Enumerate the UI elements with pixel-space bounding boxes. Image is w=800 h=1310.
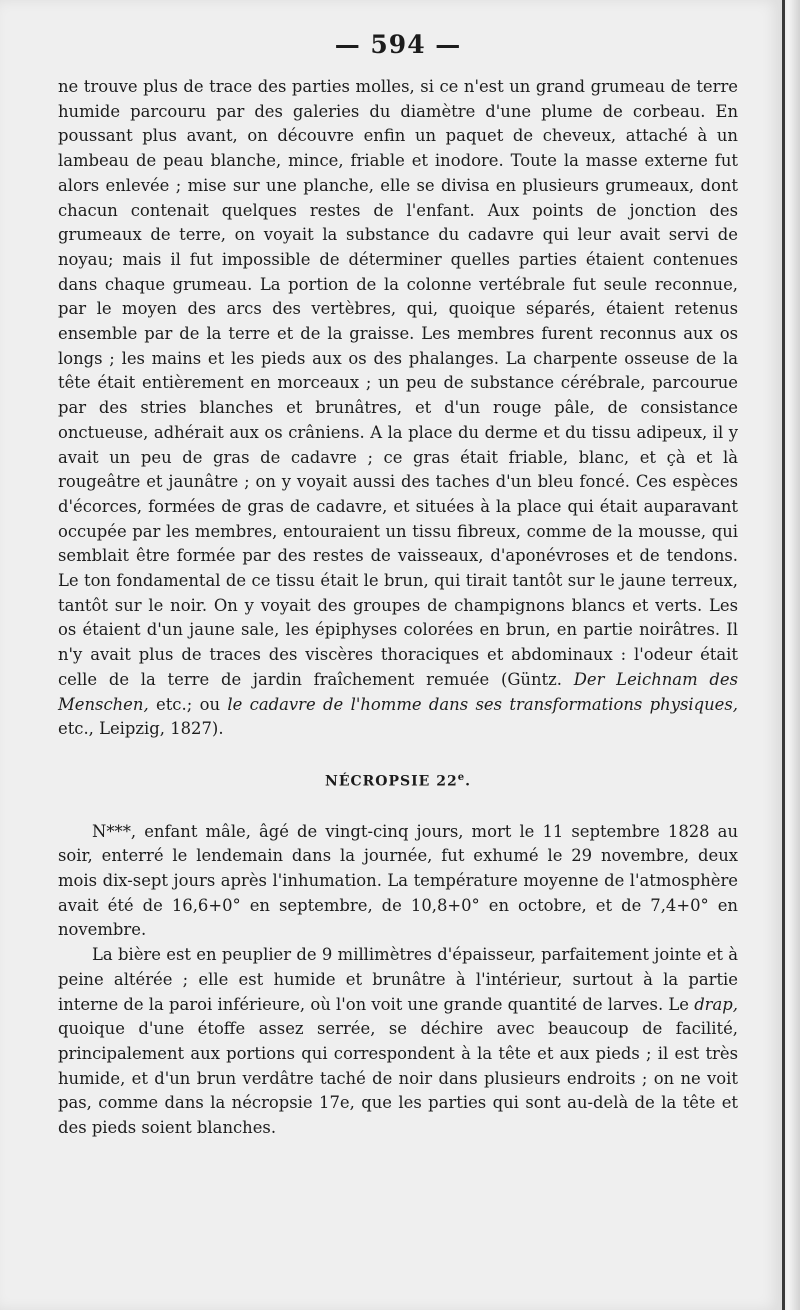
section-continued (58, 75, 738, 742)
paragraph-continued (58, 75, 738, 742)
paragraph-intro: N***, enfant mâle, âgé de vingt-cinq jours, mort le 11 septembre 1828 au soir, enterré le lendemain dans la journée, fut exhumé le 29 novembre, deux mois dix-sept jours après l'inhumation. La température moyenne de l'atmosphère avait été de 16,6+0° en septembre, de 10,8+0° en octobre, et de 7,4+0° en novembre. (58, 821, 738, 940)
citation-mid: etc.; ou (148, 694, 228, 714)
heading-dot: . (465, 773, 471, 790)
section-heading (58, 772, 738, 790)
page-edge (780, 0, 800, 1310)
page-number: — 594 — (334, 30, 462, 59)
citation-title-french: le cadavre de l'homme dans ses transformations physiques, (227, 694, 738, 714)
paragraph-text: ne trouve plus de trace des parties molles, si ce n'est un grand grumeau de terre humide parcouru par des galeries du diamètre d'une plume de corbeau. En poussant plus avant, on découvre enfin un paquet de cheveux, attaché à un lambeau de peau blanche, mince, friable et inodore. Toute la masse externe fut alors enlevée ; mise sur une planche, elle se divisa en plusieurs grumeaux, dont chacun contenait quelques restes de l'enfant. Aux points de jonction des grumeaux de terre, on voyait la substance du cadavre qui leur avait servi de noyau; mais il fut impossible de déterminer quelles parties étaient contenues dans chaque grumeau. La portion de la colonne vertébrale fut seule reconnue, par le moyen des arcs des vertèbres, qui, quoique séparés, étaient retenus ensemble par de la terre et de la graisse. Les membres furent reconnus aux os longs ; les mains et les pieds aux os des phalanges. La charpente osseuse de la tête était entièrement en morceaux ; un peu de substance cérébrale, parcourue par des stries blanches et brunâtres, et d'un rouge pâle, de consistance onctueuse, adhérait aux os crâniens. A la place du derme et du tissu adipeux, il y avait un peu de gras de cadavre ; ce gras était friable, blanc, et çà et là rougeâtre et jaunâtre ; on y voyait aussi des taches d'un bleu foncé. Ces espèces d'écorces, formées de gras de cadavre, et situées à la place qui était auparavant occupée par les membres, entouraient un tissu fibreux, comme de la mousse, qui semblait être formée par des restes de vaisseaux, d'aponévroses et de tendons. Le ton fondamental de ce tissu était le brun, qui tirait tantôt sur le jaune terreux, tantôt sur le noir. On y voyait des groupes de champignons blancs et verts. Les os étaient d'un jaune sale, les épiphyses colorées en brun, en partie noirâtres. Il n'y avait plus de traces des viscères thoraciques et abdominaux : l'odeur était celle de la terre de jardin fraîchement remuée (Güntz. (58, 77, 738, 689)
paragraph-biere (58, 943, 738, 1141)
paragraph-text: La bière est en peuplier de 9 millimètres d'épaisseur, parfaitement jointe et à peine altérée ; elle est humide et brunâtre à l'intérieur, surtout à la partie interne de la paroi inférieure, où l'on voit une grande quantité de larves. Le (58, 945, 738, 1014)
heading-label: NÉCROPSIE 22 (325, 773, 458, 790)
paragraph-text: quoique d'une étoffe assez serrée, se déchire avec beaucoup de facilité, principalement aux portions qui correspondent à la tête et aux pieds ; il est très humide, et d'un brun verdâtre taché de noir dans plusieurs endroits ; on ne voit pas, comme dans la nécropsie 17e, que les parties qui sont au-delà de la tête et des pieds soient blanches. (58, 1019, 738, 1138)
italic-word: drap, (694, 994, 738, 1014)
citation-end: etc., Leipzig, 1827). (58, 719, 224, 739)
heading-suffix: e (457, 771, 466, 783)
citation-title-german: Der Leichnam des Menschen, (58, 669, 738, 714)
page-content (58, 30, 738, 1141)
section-necropsie-22 (58, 820, 738, 1141)
